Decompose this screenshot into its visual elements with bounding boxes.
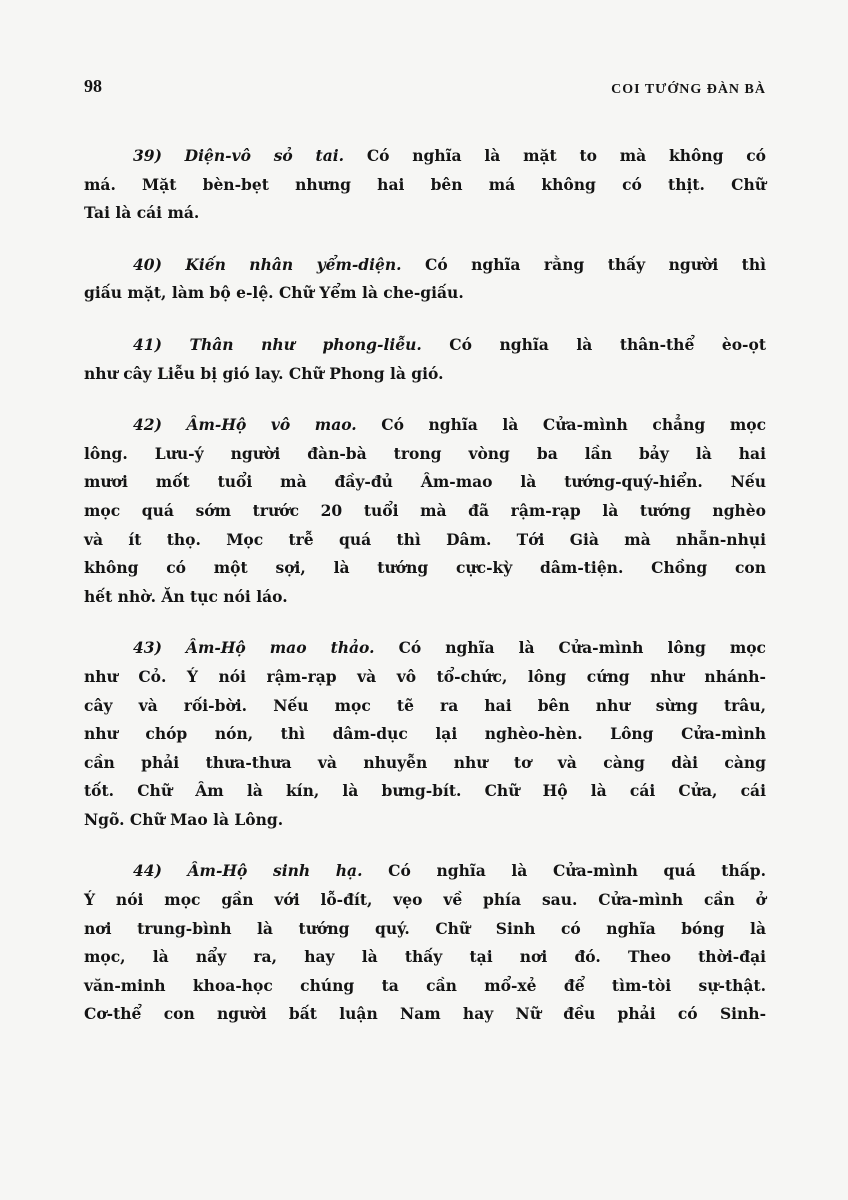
- entry-text: Có nghĩa là mặt to mà không có: [366, 146, 766, 165]
- entry-41: [84, 331, 766, 388]
- entry-line: không có một sợi, là tướng cực-kỳ dâm-tiện. Chồng con: [84, 558, 766, 578]
- entry-line: văn-minh khoa-học chúng ta cần mổ-xẻ để tìm-tòi sự-thật.: [84, 975, 766, 995]
- entry-text: Có nghĩa là Cửa-mình lông mọc: [398, 638, 766, 658]
- entry-heading: 40) Kiến nhân yểm-diện.: [133, 254, 402, 274]
- entry-text: Có nghĩa rằng thấy người thì: [425, 254, 766, 274]
- entry-first-line: [84, 251, 766, 280]
- entry-first-line: [84, 411, 766, 440]
- entry-42: [84, 411, 766, 611]
- entry-line: tốt. Chữ Âm là kín, là bưng-bít. Chữ Hộ là cái Cửa, cái: [84, 781, 766, 801]
- entry-44: [84, 857, 766, 1029]
- entry-heading: 42) Âm-Hộ vô mao.: [133, 415, 357, 435]
- entry-first-line: [84, 331, 766, 360]
- entry-line: mươi mốt tuổi mà đầy-đủ Âm-mao là tướng-quý-hiển. Nếu: [84, 472, 766, 492]
- entry-first-line: [84, 857, 766, 886]
- entry-heading: 44) Âm-Hộ sinh hạ.: [133, 861, 363, 881]
- entry-line: và ít thọ. Mọc trễ quá thì Dâm. Tới Già mà nhẵn-nhụi: [84, 529, 766, 549]
- entry-text: Có nghĩa là Cửa-mình chẳng mọc: [381, 415, 767, 435]
- page-body: [84, 142, 766, 1052]
- entry-line: như chóp nón, thì dâm-dục lại nghèo-hèn. Lông Cửa-mình: [84, 724, 766, 744]
- entry-text: Có nghĩa là thân-thể èo-ọt: [449, 334, 766, 354]
- entry-40: [84, 251, 766, 308]
- entry-text: Có nghĩa là Cửa-mình quá thấp.: [388, 861, 766, 881]
- entry-heading: 43) Âm-Hộ mao thảo.: [133, 638, 375, 658]
- entry-43: [84, 634, 766, 834]
- entry-line: giấu mặt, làm bộ e-lệ. Chữ Yểm là che-giấu.: [84, 283, 464, 303]
- entry-line: mọc, là nẩy ra, hay là thấy tại nơi đó. Theo thời-đại: [84, 947, 766, 967]
- entry-line: Ngõ. Chữ Mao là Lông.: [84, 809, 284, 829]
- entry-line: như Cỏ. Ý nói rậm-rạp và vô tổ-chức, lông cứng như nhánh-: [84, 666, 766, 686]
- entry-line: cây và rối-bời. Nếu mọc tẽ ra hai bên như sừng trâu,: [84, 695, 766, 715]
- entry-line: lông. Lưu-ý người đàn-bà trong vòng ba lần bảy là hai: [84, 443, 766, 463]
- entry-line: cần phải thưa-thưa và nhuyễn như tơ và càng dài càng: [84, 752, 766, 772]
- page-number: 98: [84, 76, 102, 96]
- entry-heading: 39) Diện-vô sỏ tai.: [133, 146, 345, 165]
- entry-line: Ý nói mọc gần với lỗ-đít, vẹo về phía sau. Cửa-mình cần ở: [84, 890, 766, 910]
- running-head: COI TƯỚNG ĐÀN BÀ: [611, 82, 766, 97]
- entry-line: hết nhờ. Ăn tục nói láo.: [84, 586, 288, 606]
- entry-line: Tai là cái má.: [84, 203, 200, 223]
- entry-line: mọc quá sớm trước 20 tuổi mà đã rậm-rạp là tướng nghèo: [84, 500, 766, 520]
- entry-first-line: [84, 634, 766, 663]
- entry-line: má. Mặt bèn-bẹt nhưng hai bên má không có thịt. Chữ: [84, 174, 766, 194]
- entry-line: như cây Liễu bị gió lay. Chữ Phong là gió.: [84, 363, 444, 383]
- entry-line: Cơ-thể con người bất luận Nam hay Nữ đều phải có Sinh-: [84, 1004, 766, 1024]
- entry-39: [84, 142, 766, 228]
- entry-first-line: [84, 142, 766, 171]
- entry-line: nơi trung-bình là tướng quý. Chữ Sinh có nghĩa bóng là: [84, 918, 766, 938]
- entry-heading: 41) Thân như phong-liễu.: [133, 334, 422, 354]
